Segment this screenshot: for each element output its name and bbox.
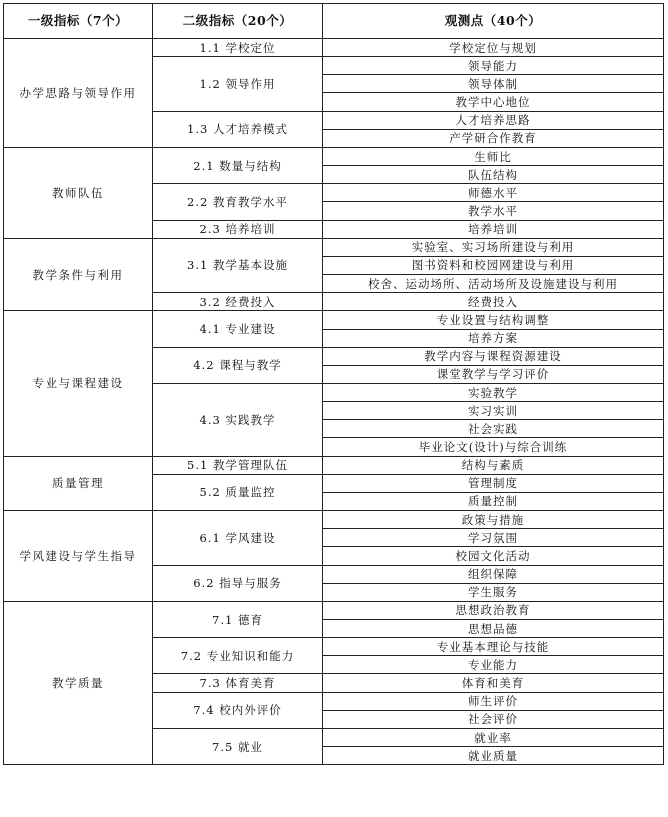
observation-point: 队伍结构 [323, 166, 664, 184]
level1-indicator: 质量管理 [4, 456, 153, 510]
observation-point: 毕业论文(设计)与综合训练 [323, 438, 664, 456]
observation-point: 思想政治教育 [323, 601, 664, 619]
observation-point: 教学中心地位 [323, 93, 664, 111]
observation-point: 师德水平 [323, 184, 664, 202]
level2-indicator: 7.1 德育 [153, 601, 323, 637]
observation-point: 校舍、运动场所、活动场所及设施建设与利用 [323, 275, 664, 293]
observation-point: 师生评价 [323, 692, 664, 710]
observation-point: 课堂教学与学习评价 [323, 365, 664, 383]
table-body [4, 39, 664, 765]
observation-point: 社会实践 [323, 420, 664, 438]
table-row [4, 456, 664, 474]
indicator-table [3, 3, 664, 765]
observation-point: 体育和美育 [323, 674, 664, 692]
observation-point: 学校定位与规划 [323, 39, 664, 57]
level1-indicator: 办学思路与领导作用 [4, 39, 153, 148]
table-row [4, 238, 664, 256]
observation-point: 思想品德 [323, 620, 664, 638]
table-row [4, 311, 664, 329]
observation-point: 专业设置与结构调整 [323, 311, 664, 329]
observation-point: 社会评价 [323, 710, 664, 728]
level2-indicator: 4.2 课程与教学 [153, 347, 323, 383]
table-row [4, 147, 664, 165]
level2-indicator: 4.3 实践教学 [153, 383, 323, 456]
observation-point: 专业能力 [323, 656, 664, 674]
level2-indicator: 1.1 学校定位 [153, 39, 323, 57]
observation-point: 领导能力 [323, 57, 664, 75]
observation-point: 培养方案 [323, 329, 664, 347]
level2-indicator: 7.3 体育美育 [153, 674, 323, 692]
level2-indicator: 3.2 经费投入 [153, 293, 323, 311]
observation-point: 领导体制 [323, 75, 664, 93]
level2-indicator: 7.4 校内外评价 [153, 692, 323, 728]
observation-point: 实验教学 [323, 383, 664, 401]
level2-indicator: 5.2 质量监控 [153, 474, 323, 510]
level2-indicator: 6.1 学风建设 [153, 511, 323, 565]
header-observation: 观测点（40个） [323, 4, 664, 39]
observation-point: 质量控制 [323, 492, 664, 510]
observation-point: 政策与措施 [323, 511, 664, 529]
observation-point: 人才培养思路 [323, 111, 664, 129]
observation-point: 学习氛围 [323, 529, 664, 547]
level2-indicator: 6.2 指导与服务 [153, 565, 323, 601]
observation-point: 校园文化活动 [323, 547, 664, 565]
level1-indicator: 专业与课程建设 [4, 311, 153, 456]
observation-point: 产学研合作教育 [323, 129, 664, 147]
level1-indicator: 教学质量 [4, 601, 153, 764]
observation-point: 经费投入 [323, 293, 664, 311]
level1-indicator: 教师队伍 [4, 147, 153, 238]
table-row [4, 511, 664, 529]
header-level1: 一级指标（7个） [4, 4, 153, 39]
level1-indicator: 学风建设与学生指导 [4, 511, 153, 602]
observation-point: 实验室、实习场所建设与利用 [323, 238, 664, 256]
table-row [4, 601, 664, 619]
level2-indicator: 3.1 教学基本设施 [153, 238, 323, 292]
level2-indicator: 2.3 培养培训 [153, 220, 323, 238]
level2-indicator: 2.1 数量与结构 [153, 147, 323, 183]
observation-point: 学生服务 [323, 583, 664, 601]
level2-indicator: 7.5 就业 [153, 728, 323, 764]
observation-point: 结构与素质 [323, 456, 664, 474]
observation-point: 教学内容与课程资源建设 [323, 347, 664, 365]
header-row [4, 4, 664, 39]
level2-indicator: 1.2 领导作用 [153, 57, 323, 111]
observation-point: 生师比 [323, 147, 664, 165]
level2-indicator: 1.3 人才培养模式 [153, 111, 323, 147]
level1-indicator: 教学条件与利用 [4, 238, 153, 311]
observation-point: 图书资料和校园网建设与利用 [323, 256, 664, 274]
observation-point: 教学水平 [323, 202, 664, 220]
header-level2: 二级指标（20个） [153, 4, 323, 39]
table-row [4, 39, 664, 57]
level2-indicator: 5.1 教学管理队伍 [153, 456, 323, 474]
observation-point: 就业质量 [323, 747, 664, 765]
observation-point: 专业基本理论与技能 [323, 638, 664, 656]
observation-point: 就业率 [323, 728, 664, 746]
observation-point: 培养培训 [323, 220, 664, 238]
observation-point: 组织保障 [323, 565, 664, 583]
observation-point: 实习实训 [323, 402, 664, 420]
observation-point: 管理制度 [323, 474, 664, 492]
level2-indicator: 4.1 专业建设 [153, 311, 323, 347]
level2-indicator: 7.2 专业知识和能力 [153, 638, 323, 674]
level2-indicator: 2.2 教育教学水平 [153, 184, 323, 220]
